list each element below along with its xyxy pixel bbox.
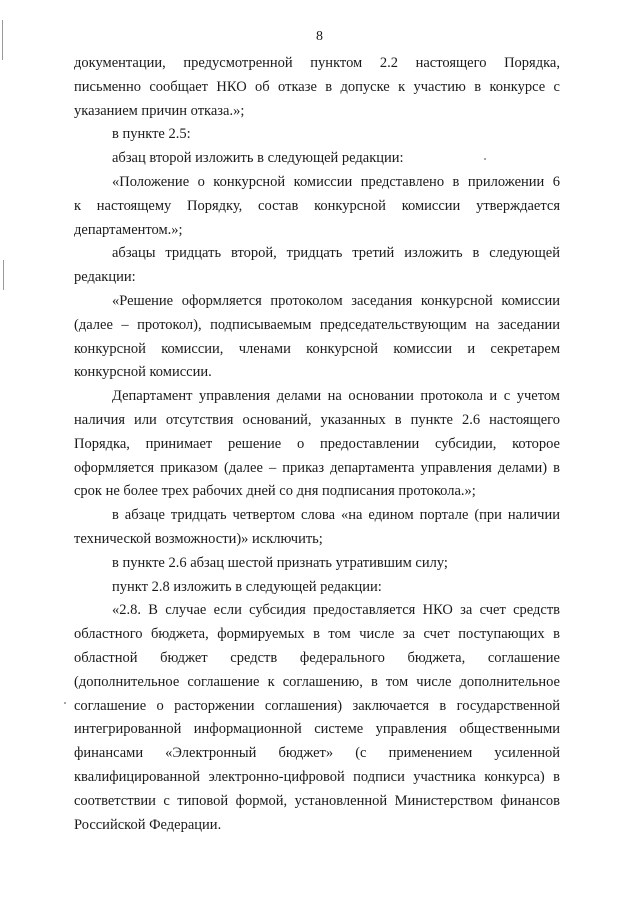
- text-line: квалифицированной электронно-цифровой подписи участника конкурса) в: [74, 768, 560, 785]
- text-line: соглашение о расторжении соглашения) заключается в государственной: [74, 697, 560, 714]
- text-line: к настоящему Порядку, состав конкурсной комиссии утверждается: [74, 197, 560, 214]
- page-number: 8: [316, 29, 323, 44]
- text-line: конкурсной комиссии, членами конкурсной комиссии и секретарем: [74, 340, 560, 357]
- text-line: редакции:: [74, 269, 136, 286]
- text-line: (далее – протокол), подписываемым председательствующим на заседании: [74, 316, 560, 333]
- text-line: письменно сообщает НКО об отказе в допуске к участию в конкурсе с: [74, 78, 560, 95]
- text-line: областного бюджета, формируемых в том числе за счет поступающих в: [74, 626, 560, 643]
- text-line: соответствии с типовой формой, установленной Министерством финансов: [74, 792, 560, 809]
- scan-speck: [64, 702, 66, 704]
- text-line: интегрированной информационной системе управления общественными: [74, 721, 560, 738]
- text-line: в абзаце тридцать четвертом слова «на едином портале (при наличии: [112, 507, 560, 524]
- text-line: Российской Федерации.: [74, 816, 222, 833]
- text-line: указанием причин отказа.»;: [74, 102, 245, 119]
- text-line: абзац второй изложить в следующей редакции:: [112, 150, 404, 167]
- document-body: [74, 52, 560, 837]
- scan-speck: [484, 158, 486, 160]
- text-line: абзацы тридцать второй, тридцать третий изложить в следующей: [112, 245, 560, 262]
- text-line: областной бюджет средств федерального бюджета, соглашение: [74, 649, 560, 666]
- text-line: конкурсной комиссии.: [74, 364, 212, 381]
- text-line: «2.8. В случае если субсидия предоставляется НКО за счет средств: [112, 602, 560, 619]
- text-line: в пункте 2.5:: [112, 126, 191, 143]
- text-line: пункт 2.8 изложить в следующей редакции:: [112, 578, 382, 595]
- text-line: Департамент управления делами на основании протокола и с учетом: [112, 388, 560, 405]
- text-line: «Положение о конкурсной комиссии представлено в приложении 6: [112, 173, 560, 190]
- text-line: технической возможности)» исключить;: [74, 530, 323, 547]
- text-line: Порядка, принимает решение о предоставлении субсидии, которое: [74, 435, 560, 452]
- text-line: срок не более трех рабочих дней со дня подписания протокола.»;: [74, 483, 476, 500]
- scan-edge-mark: [3, 260, 4, 290]
- text-line: департаментом.»;: [74, 221, 183, 238]
- scan-edge-mark: [2, 20, 3, 60]
- text-line: финансами «Электронный бюджет» (с применением усиленной: [74, 745, 560, 762]
- text-line: наличия или отсутствия оснований, указанных в пункте 2.6 настоящего: [74, 411, 560, 428]
- text-line: в пункте 2.6 абзац шестой признать утратившим силу;: [112, 554, 448, 571]
- text-line: оформляется приказом (далее – приказ департамента управления делами) в: [74, 459, 560, 476]
- text-line: «Решение оформляется протоколом заседания конкурсной комиссии: [112, 292, 560, 309]
- text-line: документации, предусмотренной пунктом 2.2 настоящего Порядка,: [74, 55, 560, 71]
- text-line: (дополнительное соглашение к соглашению, в том числе дополнительное: [74, 673, 560, 690]
